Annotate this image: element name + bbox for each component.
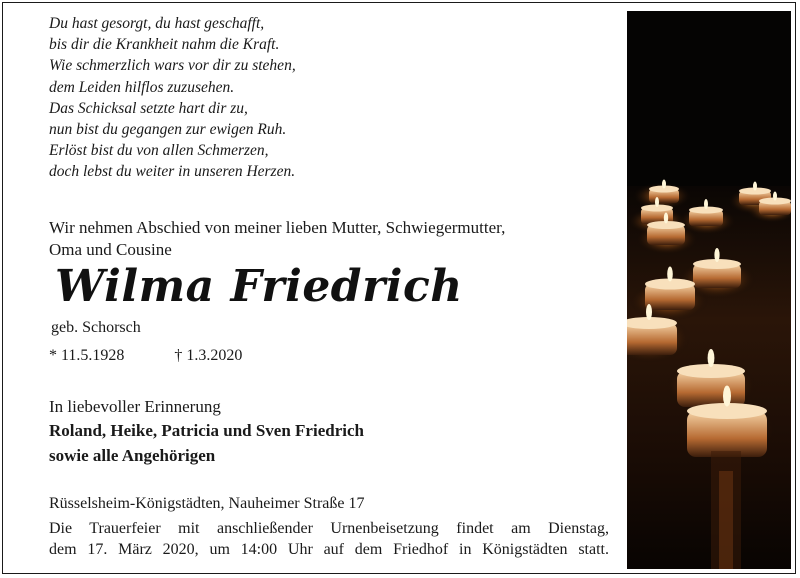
death-symbol: † (174, 347, 183, 364)
death-date: 1.3.2020 (186, 347, 243, 364)
poem-line: bis dir die Krankheit nahm die Kraft. (49, 36, 280, 54)
poem-line: dem Leiden hilflos zuzusehen. (49, 78, 235, 96)
maiden-name: geb. Schorsch (51, 319, 141, 336)
candles-photo (627, 11, 791, 569)
funeral-service-notice (49, 519, 609, 560)
mourner-others: sowie alle Angehörigen (49, 445, 216, 465)
obituary-card (2, 2, 796, 574)
memory-intro: In liebevoller Erinnerung (49, 397, 221, 416)
poem-line: Wie schmerzlich wars vor dir zu stehen, (49, 57, 296, 75)
mourner-names: Roland, Heike, Patricia und Sven Friedrich (49, 421, 364, 440)
mourners (49, 419, 364, 468)
poem-line: nun bist du gegangen zur ewigen Ruh. (49, 121, 287, 139)
farewell-intro-line: Oma und Cousine (49, 240, 172, 259)
life-dates (49, 347, 242, 365)
service-line: dem 17. März 2020, um 14:00 Uhr auf dem Friedhof in Königstädten statt. (49, 540, 609, 558)
farewell-intro-line: Wir nehmen Abschied von meiner lieben Mutter, Schwiegermutter, (49, 218, 506, 237)
birth-symbol: * (49, 347, 57, 364)
candles-illustration (627, 11, 791, 569)
address: Rüsselsheim-Königstädten, Nauheimer Straße 17 (49, 495, 365, 512)
deceased-name: Wilma Friedrich (55, 261, 463, 312)
poem-line: doch lebst du weiter in unseren Herzen. (49, 163, 296, 181)
poem (49, 13, 449, 183)
farewell-intro (49, 217, 619, 261)
poem-line: Erlöst bist du von allen Schmerzen, (49, 142, 269, 160)
birth-date: 11.5.1928 (61, 347, 125, 364)
poem-line: Das Schicksal setzte hart dir zu, (49, 99, 248, 117)
service-line: Die Trauerfeier mit anschließender Urnenbeisetzung findet am Dienstag, (49, 520, 609, 537)
poem-line: Du hast gesorgt, du hast geschafft, (49, 15, 265, 32)
